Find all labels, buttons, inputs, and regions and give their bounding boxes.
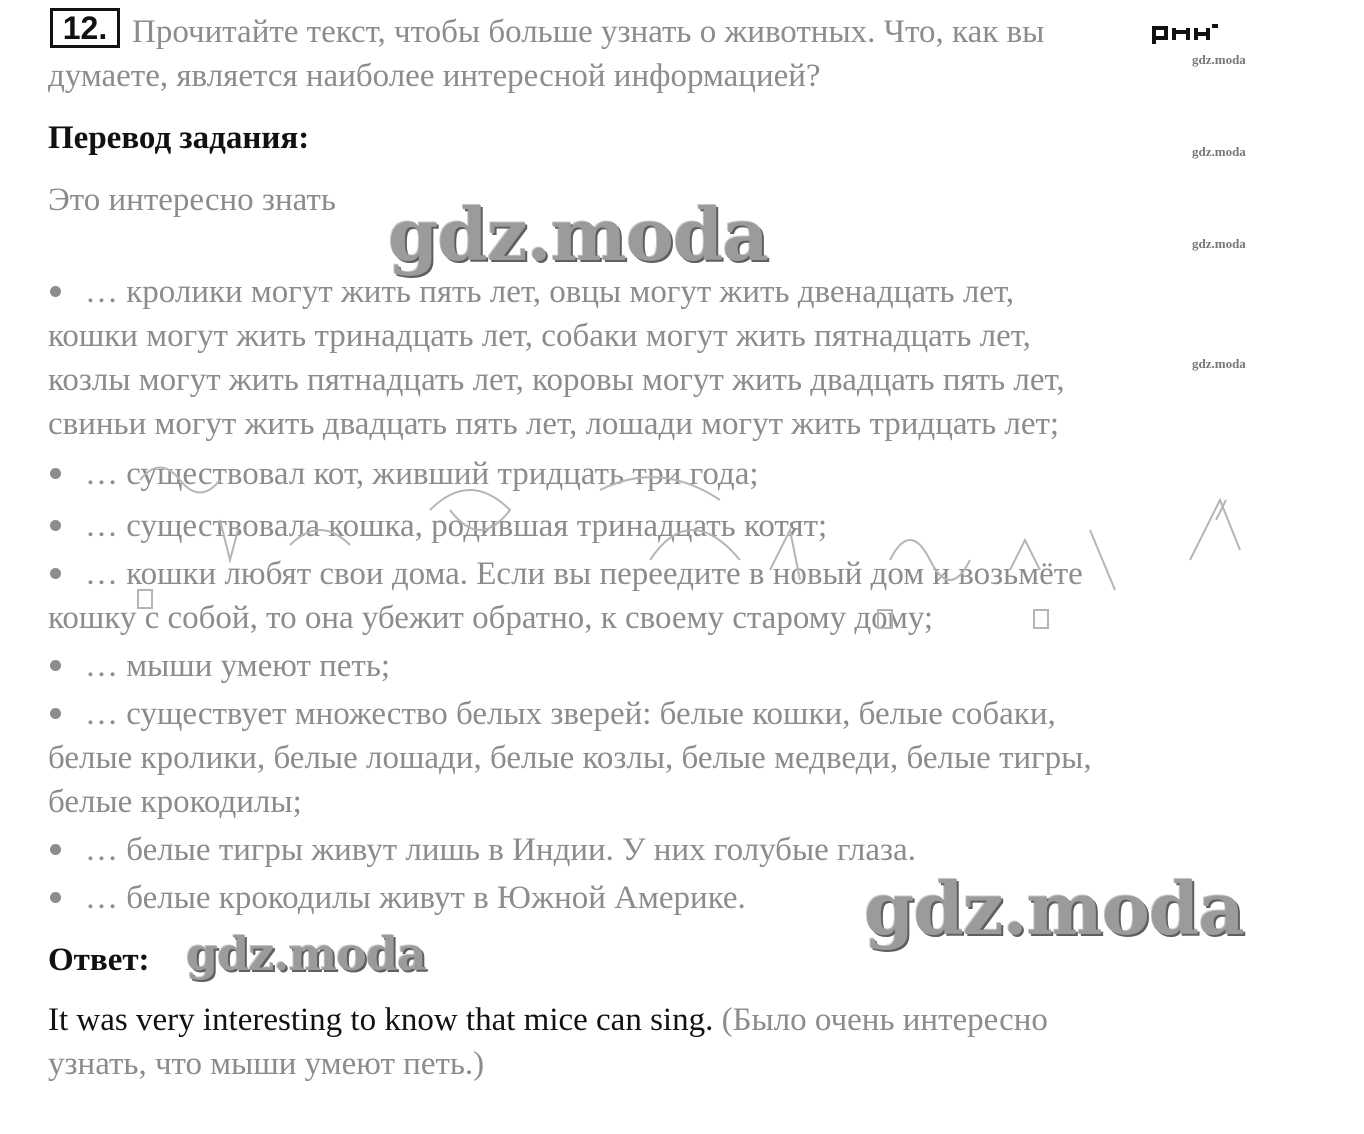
list-item-white-tigers [44,830,916,870]
list-item-mice [44,646,390,686]
list-item-continuation: козлы могут жить пятнадцать лет, коровы могут жить двадцать пять лет, [48,362,1065,398]
watermark-large: gdz.moda [864,866,1244,951]
watermark-small: gdz.moda [1192,144,1246,159]
list-item-continuation: кошку с собой, то она убежит обратно, к своему старому дому; [48,600,934,636]
watermark-small: gdz.moda [1192,52,1246,67]
translation-title: Это интересно знать [48,182,336,218]
list-item-kittens [44,506,827,546]
answer-russian-part: (Было очень интересно [721,1002,1048,1038]
bullet-icon [50,708,61,719]
list-item-text: … существовала кошка, родившая тринадцать котят; [85,508,828,544]
bullet-icon [50,660,61,671]
list-item-text: … существовал кот, живший тридцать три года; [85,456,759,492]
task-text-line-2: думаете, является наиболее интересной информацией? [48,58,821,94]
watermark-small: gdz.moda [1192,356,1246,371]
answer-line-2: узнать, что мыши умеют петь.) [48,1046,485,1082]
list-item-text: … белые крокодилы живут в Южной Америке. [85,880,746,916]
bullet-icon [50,468,61,479]
list-item-continuation: кошки могут жить тринадцать лет, собаки могут жить пятнадцать лет, [48,318,1031,354]
list-item-text: … кошки любят свои дома. Если вы переедите в новый дом и возьмёте [85,556,1083,592]
bullet-icon [50,286,61,297]
list-item-text: … кролики могут жить пять лет, овцы могут жить двенадцать лет, [85,274,1015,310]
translation-heading: Перевод задания: [48,120,310,156]
corner-fragment-shape [1150,14,1220,48]
list-item-continuation: свиньи могут жить двадцать пять лет, лошади могут жить тридцать лет; [48,406,1060,442]
task-number-box: 12. [50,8,120,48]
list-item-white-crocodiles [44,878,746,918]
list-item-old-cat [44,454,759,494]
list-item-continuation: белые крокодилы; [48,784,302,820]
list-item-white-animals [44,694,1056,734]
watermark-large: gdz.moda [388,192,768,277]
bullet-icon [50,520,61,531]
bullet-icon [50,844,61,855]
list-item-lifespans [44,272,1014,312]
list-item-text: … мыши умеют петь; [85,648,391,684]
answer-line-1 [48,1000,1048,1040]
bullet-icon [50,892,61,903]
list-item-text: … белые тигры живут лишь в Индии. У них голубые глаза. [85,832,916,868]
list-item-cats-homes [44,554,1083,594]
watermark-small: gdz.moda [1192,236,1246,251]
watermark-medium: gdz.moda [186,927,426,981]
list-item-continuation: белые кролики, белые лошади, белые козлы, белые медведи, белые тигры, [48,740,1092,776]
corner-text-fragment [1150,14,1220,56]
answer-heading: Ответ: [48,942,150,978]
bullet-icon [50,568,61,579]
list-item-text: … существует множество белых зверей: белые кошки, белые собаки, [85,696,1056,732]
answer-english: It was very interesting to know that mice can sing. [48,1002,714,1038]
task-text-line-1: Прочитайте текст, чтобы больше узнать о животных. Что, как вы [132,14,1045,50]
